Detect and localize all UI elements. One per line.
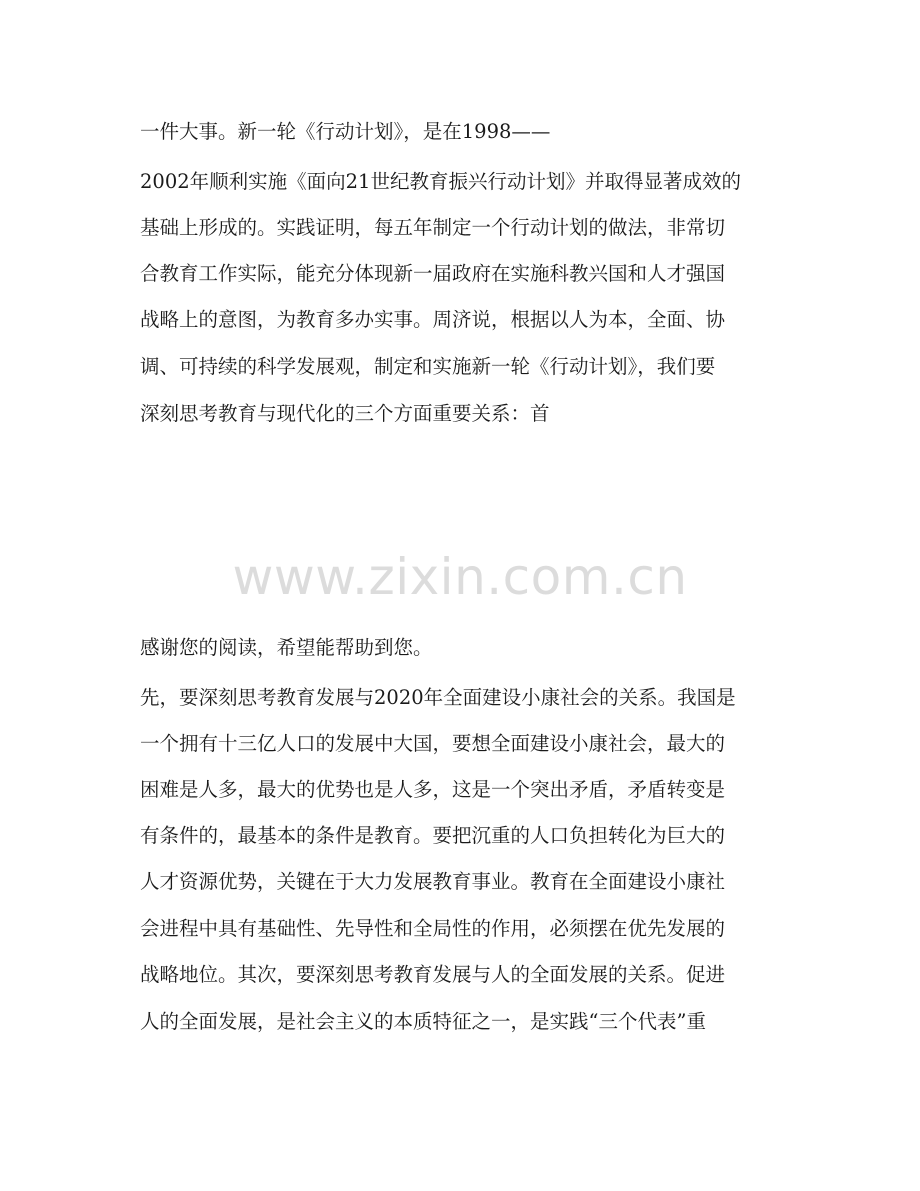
paragraph-line: 人才资源优势，关键在于大力发展教育事业。教育在全面建设小康社 — [140, 870, 726, 893]
paragraph-line: 有条件的，最基本的条件是教育。要把沉重的人口负担转化为巨大的 — [140, 824, 726, 847]
paragraph-line: 一件大事。新一轮《行动计划》，是在1998—— — [140, 120, 551, 143]
paragraph-line: 战略地位。其次，要深刻思考教育发展与人的全面发展的关系。促进 — [140, 963, 726, 986]
paragraph-line: 深刻思考教育与现代化的三个方面重要关系：首 — [140, 402, 550, 425]
paragraph-line: 合教育工作实际，能充分体现新一届政府在实施科教兴国和人才强国 — [140, 262, 726, 285]
watermark: www.zixin.com.cn — [232, 548, 688, 606]
paragraph-line: 调、可持续的科学发展观，制定和实施新一轮《行动计划》，我们要 — [140, 355, 716, 378]
paragraph-line: 一个拥有十三亿人口的发展中大国，要想全面建设小康社会，最大的 — [140, 732, 726, 755]
paragraph-line: 战略上的意图，为教育多办实事。周济说，根据以人为本，全面、协 — [140, 308, 726, 331]
paragraph-line: 会进程中具有基础性、先导性和全局性的作用，必须摆在优先发展的 — [140, 917, 726, 940]
thanks-line: 感谢您的阅读，希望能帮助到您。 — [140, 636, 433, 659]
paragraph-line: 基础上形成的。实践证明，每五年制定一个行动计划的做法，非常切 — [140, 216, 726, 239]
paragraph-line: 2002年顺利实施《面向21世纪教育振兴行动计划》并取得显著成效的 — [140, 170, 741, 193]
paragraph-line: 人的全面发展，是社会主义的本质特征之一，是实践“三个代表”重 — [140, 1010, 706, 1033]
paragraph-line: 先，要深刻思考教育发展与2020年全面建设小康社会的关系。我国是 — [140, 686, 736, 709]
paragraph-line: 困难是人多，最大的优势也是人多，这是一个突出矛盾，矛盾转变是 — [140, 778, 726, 801]
